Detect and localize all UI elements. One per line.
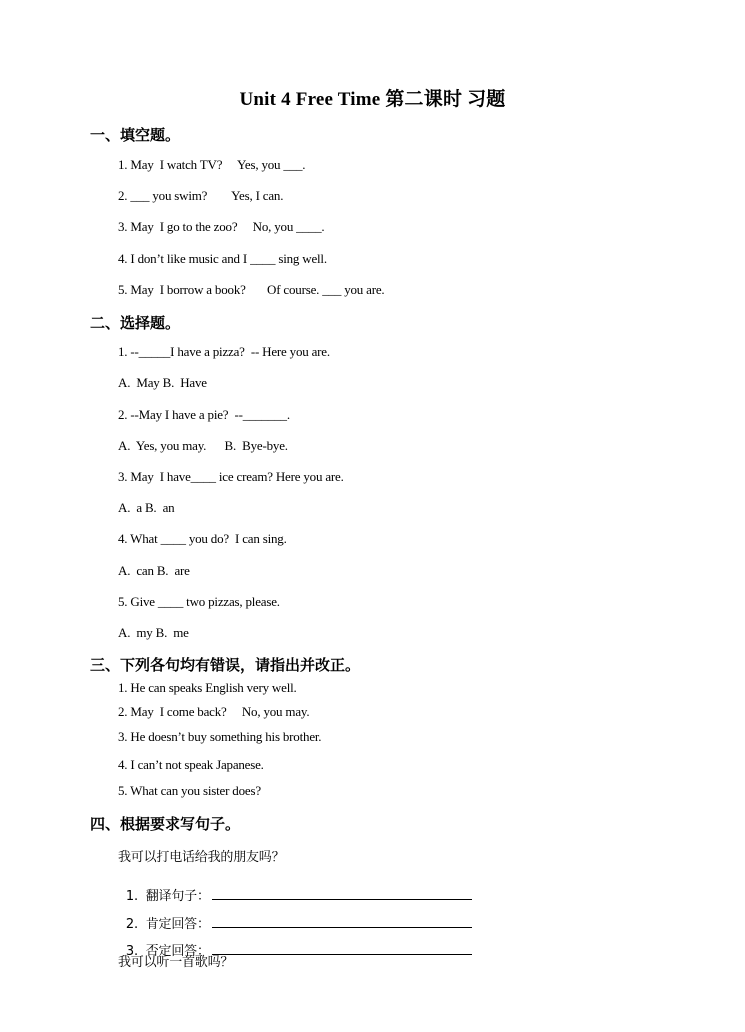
s2-question-4: 4. What ____ you do? I can sing.	[118, 531, 287, 546]
s4-field-negative-label: 3. 否定回答：	[125, 944, 210, 959]
s4-prompt-2: 我可以听一首歌吗？	[118, 955, 234, 970]
s3-sentence-4: 4. I can’t not speak Japanese.	[118, 757, 264, 772]
negative-answer-line[interactable]	[212, 942, 472, 955]
s4-field-affirmative-label: 2. 肯定回答：	[125, 917, 210, 932]
section-1-heading: 一、填空题。	[90, 126, 181, 144]
s2-question-2: 2. --May I have a pie? --_______.	[118, 407, 290, 422]
page-title: Unit 4 Free Time 第二课时 习题	[239, 89, 506, 110]
s2-options-3: A. a B. an	[118, 500, 175, 515]
s2-options-1: A. May B. Have	[118, 375, 207, 390]
s2-options-4: A. can B. are	[118, 563, 190, 578]
s1-question-1: 1. May I watch TV? Yes, you ___.	[118, 157, 306, 172]
s4-prompt-1: 我可以打电话给我的朋友吗？	[118, 850, 285, 865]
section-3-heading: 三、下列各句均有错误，请指出并改正。	[90, 656, 361, 674]
s1-question-5: 5. May I borrow a book? Of course. ___ you are.	[118, 282, 385, 297]
section-2-heading: 二、选择题。	[90, 314, 181, 332]
s2-options-5: A. my B. me	[118, 625, 189, 640]
s2-question-1: 1. --_____I have a pizza? -- Here you are.	[118, 344, 330, 359]
s3-sentence-2: 2. May I come back? No, you may.	[118, 704, 310, 719]
s2-options-2: A. Yes, you may. B. Bye-bye.	[118, 438, 288, 453]
s2-question-5: 5. Give ____ two pizzas, please.	[118, 594, 280, 609]
s3-sentence-1: 1. He can speaks English very well.	[118, 680, 297, 695]
s1-question-4: 4. I don’t like music and I ____ sing well.	[118, 251, 327, 266]
s4-field-translate-label: 1. 翻译句子：	[125, 889, 210, 904]
s1-question-2: 2. ___ you swim? Yes, I can.	[118, 188, 284, 203]
s3-sentence-5: 5. What can you sister does?	[118, 783, 261, 798]
s1-question-3: 3. May I go to the zoo? No, you ____.	[118, 219, 325, 234]
s2-question-3: 3. May I have____ ice cream? Here you are.	[118, 469, 344, 484]
s3-sentence-3: 3. He doesn’t buy something his brother.	[118, 729, 322, 744]
section-4-heading: 四、根据要求写句子。	[90, 815, 241, 833]
